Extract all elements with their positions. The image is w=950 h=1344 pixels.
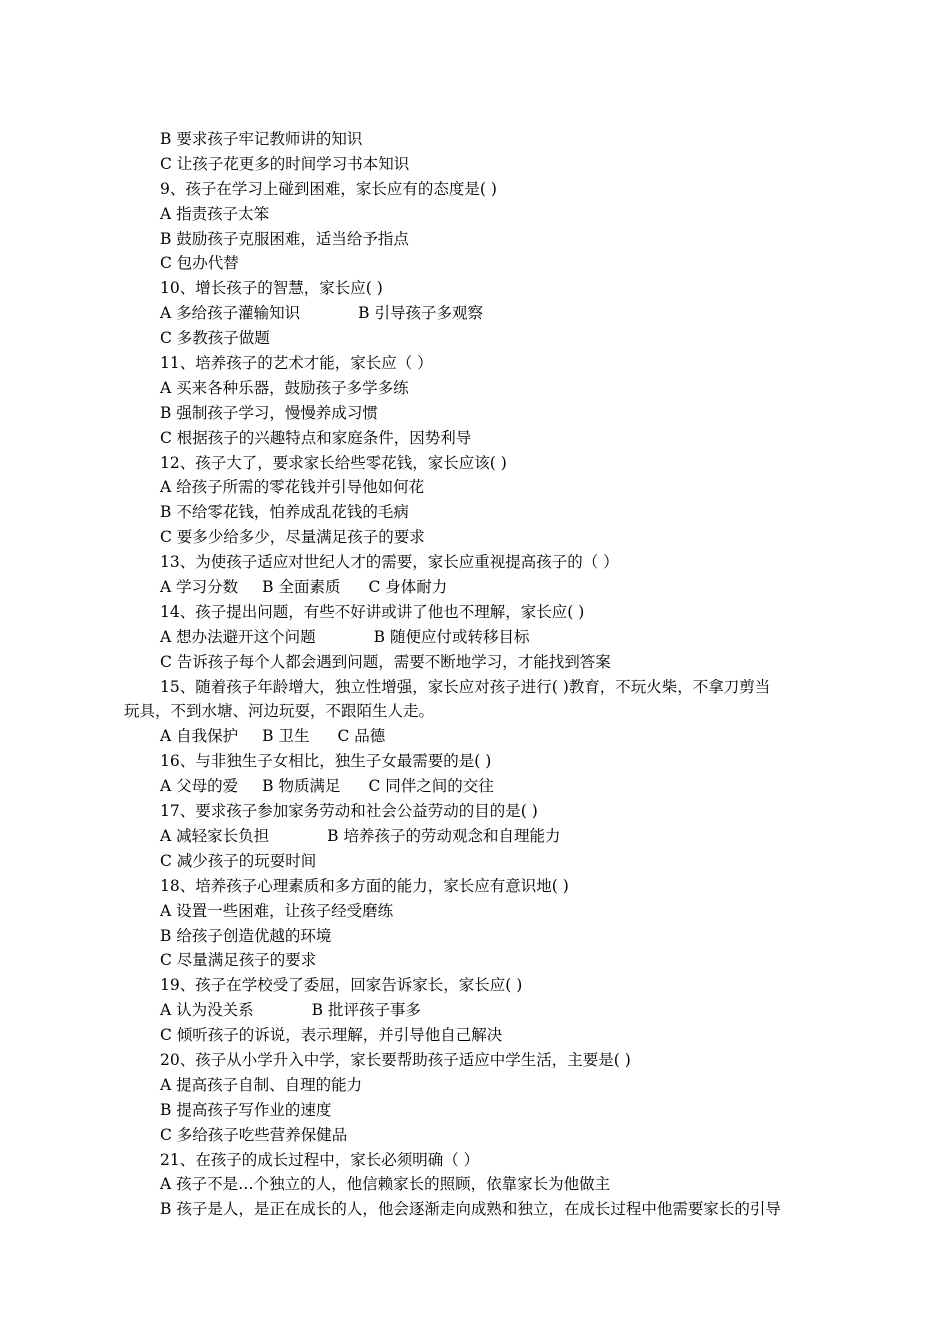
text-line	[0, 1148, 950, 1173]
line-text: B 强制孩子学习，慢慢养成习惯	[160, 403, 378, 422]
line-text: A 孩子不是…个独立的人，他信赖家长的照顾，依靠家长为他做主	[160, 1175, 611, 1194]
line-text: 20、孩子从小学升入中学，家长要帮助孩子适应中学生活，主要是( )	[160, 1050, 631, 1069]
text-line	[0, 699, 950, 724]
option-text: A 减轻家长负担	[160, 826, 270, 845]
line-text: A 指责孩子太笨	[160, 204, 270, 223]
text-line	[0, 177, 950, 202]
option-text: B 引导孩子多观察	[358, 304, 483, 323]
text-line	[0, 251, 950, 276]
text-line	[0, 675, 950, 700]
line-text: 16、与非独生子女相比，独生子女最需要的是( )	[160, 752, 492, 771]
line-text: C 包办代替	[160, 254, 239, 273]
option-text: B 随便应付或转移目标	[373, 627, 530, 646]
line-text: C 多教孩子做题	[160, 329, 270, 348]
text-line	[0, 625, 950, 650]
text-line	[0, 500, 950, 525]
line-text: B 提高孩子写作业的速度	[160, 1100, 332, 1119]
text-line	[0, 874, 950, 899]
option-text: A 多给孩子灌输知识	[160, 304, 301, 323]
text-line	[0, 724, 950, 749]
option-text: B 物质满足	[262, 777, 341, 796]
line-text: 18、培养孩子心理素质和多方面的能力，家长应有意识地( )	[160, 876, 569, 895]
text-line	[0, 1023, 950, 1048]
option-text: A 自我保护	[160, 727, 239, 746]
option-text: B 培养孩子的劳动观念和自理能力	[327, 826, 561, 845]
text-line	[0, 276, 950, 301]
text-line	[0, 475, 950, 500]
text-line	[0, 227, 950, 252]
option-text: A 父母的爱	[160, 777, 239, 796]
text-line	[0, 401, 950, 426]
text-line	[0, 824, 950, 849]
line-text: B 要求孩子牢记教师讲的知识	[160, 130, 363, 148]
text-line	[0, 1098, 950, 1123]
question-list	[0, 127, 950, 1222]
text-line	[0, 924, 950, 949]
text-line	[0, 376, 950, 401]
line-text: C 要多少给多少，尽量满足孩子的要求	[160, 528, 425, 547]
text-line	[0, 451, 950, 476]
line-text: 17、要求孩子参加家务劳动和社会公益劳动的目的是( )	[160, 802, 538, 821]
text-line	[0, 948, 950, 973]
text-line	[0, 202, 950, 227]
text-line	[0, 525, 950, 550]
option-text: C 品德	[337, 727, 386, 746]
line-text: A 提高孩子自制、自理的能力	[160, 1075, 363, 1094]
text-line	[0, 575, 950, 600]
text-line	[0, 998, 950, 1023]
text-line	[0, 127, 950, 152]
option-text: B 批评孩子事多	[311, 1001, 421, 1020]
line-text: 10、增长孩子的智慧，家长应( )	[160, 279, 383, 298]
line-text: 21、在孩子的成长过程中，家长必须明确（ ）	[160, 1150, 480, 1169]
option-text: A 认为没关系	[160, 1001, 254, 1020]
line-text: 14、孩子提出问题，有些不好讲或讲了他也不理解，家长应( )	[160, 602, 585, 621]
text-line	[0, 351, 950, 376]
text-line	[0, 326, 950, 351]
option-text: B 全面素质	[262, 578, 341, 597]
text-line	[0, 550, 950, 575]
line-text: 15、随着孩子年龄增大，独立性增强，家长应对孩子进行( )教育，不玩火柴，不拿刀剪当	[160, 677, 771, 696]
line-text: C 多给孩子吃些营养保健品	[160, 1125, 348, 1144]
text-line	[0, 152, 950, 177]
option-text: B 卫生	[262, 727, 310, 746]
text-line	[0, 899, 950, 924]
line-text: C 倾听孩子的诉说，表示理解，并引导他自己解决	[160, 1026, 503, 1045]
line-text: 12、孩子大了，要求家长给些零花钱，家长应该( )	[160, 453, 507, 472]
text-line	[0, 774, 950, 799]
line-text: C 告诉孩子每个人都会遇到问题，需要不断地学习，才能找到答案	[160, 652, 611, 671]
text-line	[0, 749, 950, 774]
option-text: A 学习分数	[160, 578, 239, 597]
option-text: C 身体耐力	[368, 578, 448, 597]
text-line	[0, 301, 950, 326]
option-text: C 同伴之间的交往	[368, 777, 494, 796]
text-line	[0, 973, 950, 998]
text-line	[0, 650, 950, 675]
text-line	[0, 600, 950, 625]
line-text: 玩具，不到水塘、河边玩耍，不跟陌生人走。	[124, 702, 435, 721]
line-text: C 尽量满足孩子的要求	[160, 951, 317, 970]
line-text: 13、为使孩子适应对世纪人才的需要，家长应重视提高孩子的（ ）	[160, 553, 619, 572]
text-line	[0, 426, 950, 451]
line-text: 19、孩子在学校受了委屈，回家告诉家长，家长应( )	[160, 976, 523, 995]
text-line	[0, 1048, 950, 1073]
line-text: B 不给零花钱，怕养成乱花钱的毛病	[160, 503, 409, 522]
text-line	[0, 799, 950, 824]
line-text: C 根据孩子的兴趣特点和家庭条件，因势利导	[160, 428, 472, 447]
line-text: A 给孩子所需的零花钱并引导他如何花	[160, 478, 425, 497]
line-text: B 鼓励孩子克服困难，适当给予指点	[160, 229, 409, 248]
text-line	[0, 1073, 950, 1098]
line-text: 11、培养孩子的艺术才能，家长应（ ）	[160, 354, 433, 373]
line-text: B 孩子是人，是正在成长的人，他会逐渐走向成熟和独立，在成长过程中他需要家长的引导	[160, 1200, 781, 1219]
line-text: A 设置一些困难，让孩子经受磨练	[160, 901, 394, 920]
line-text: A 买来各种乐器，鼓励孩子多学多练	[160, 378, 409, 397]
text-line	[0, 1197, 950, 1222]
text-line	[0, 849, 950, 874]
line-text: B 给孩子创造优越的环境	[160, 926, 332, 945]
line-text: C 让孩子花更多的时间学习书本知识	[160, 154, 410, 173]
option-text: A 想办法避开这个问题	[160, 627, 316, 646]
line-text: C 减少孩子的玩耍时间	[160, 851, 317, 870]
text-line	[0, 1123, 950, 1148]
text-line	[0, 1172, 950, 1197]
line-text: 9、孩子在学习上碰到困难，家长应有的态度是( )	[160, 179, 497, 198]
